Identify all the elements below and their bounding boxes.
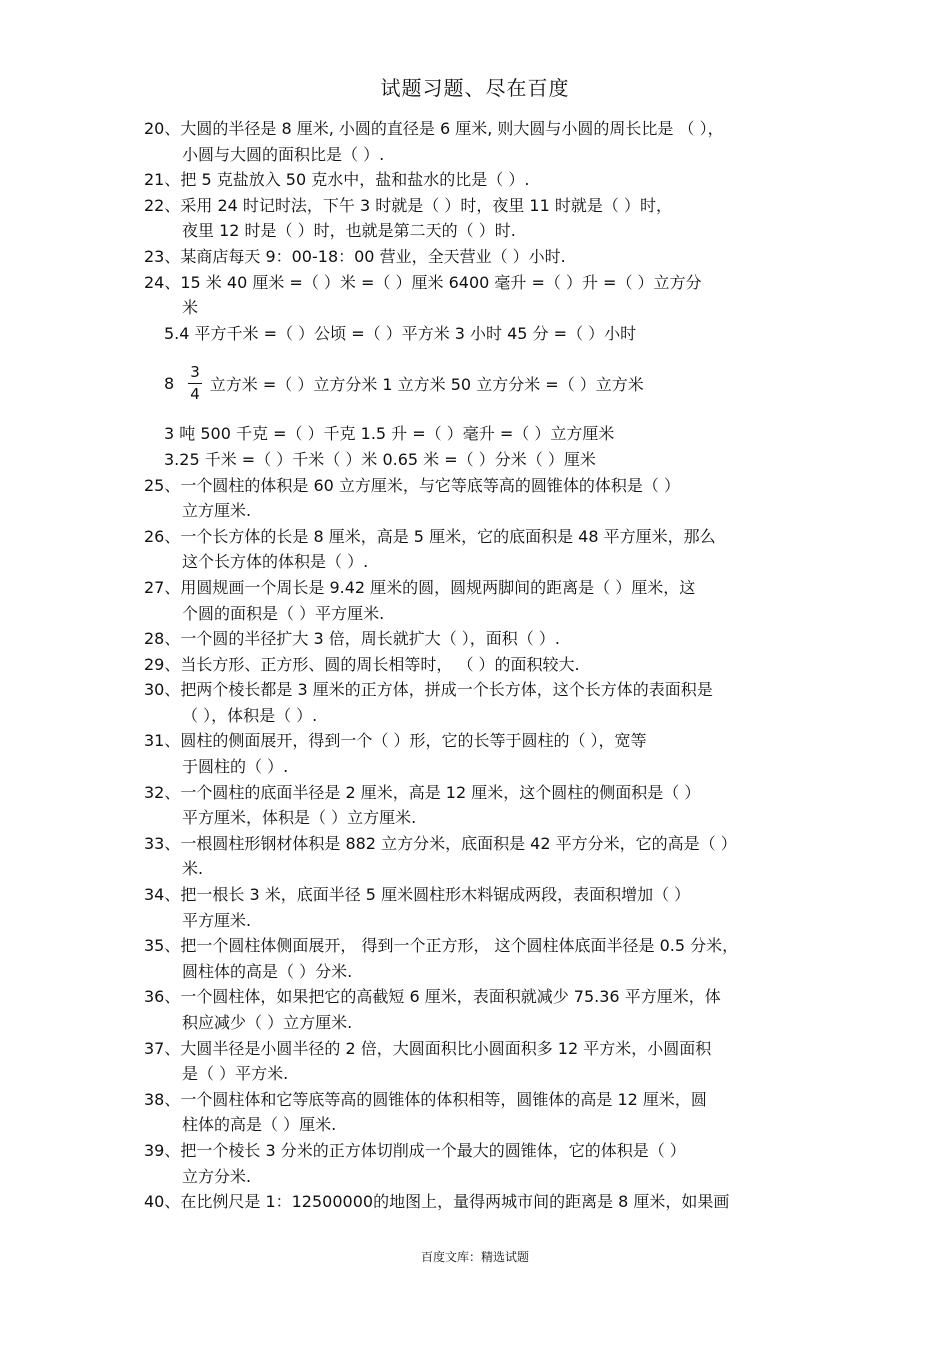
question-line: 35、把一个圆柱体侧面展开， 得到一个正方形， 这个圆柱体底面半径是 0.5 分米，	[144, 936, 739, 956]
question-line: 27、用圆规画一个周长是 9.42 厘米的圆，圆规两脚间的距离是（ ）厘米，这	[144, 577, 696, 597]
question-line: 平方厘米.	[182, 910, 252, 930]
fraction	[188, 365, 202, 402]
question-line: 积应减少（ ）立方厘米.	[182, 1013, 353, 1032]
fraction-line-text: 立方米 =（ ）立方分米 1 立方米 50 立方分米 =（ ）立方米	[209, 375, 644, 395]
question-line: 23、某商店每天 9：00-18：00 营业，全天营业（ ）小时.	[144, 246, 566, 266]
fraction-line	[144, 346, 814, 421]
question-line: 米	[182, 298, 199, 318]
question-list	[144, 116, 814, 1215]
question-line: 32、一个圆柱的底面半径是 2 厘米，高是 12 厘米，这个圆柱的侧面积是（ ）	[144, 782, 701, 802]
question-line: 于圆柱的（ ）.	[182, 757, 289, 777]
question-line: 29、当长方形、正方形、圆的周长相等时， （ ）的面积较大.	[144, 654, 580, 674]
question-line: 立方分米.	[182, 1166, 252, 1186]
question-line: 这个长方体的体积是（ ）.	[182, 552, 369, 572]
question-line: 26、一个长方体的长是 8 厘米，高是 5 厘米，它的底面积是 48 平方厘米，那么	[144, 526, 716, 546]
question-line: 33、一根圆柱形钢材体积是 882 立方分米，底面积是 42 平方分米，它的高是（ ）	[144, 833, 737, 853]
question-line: 柱体的高是（ ）厘米.	[182, 1115, 337, 1135]
question-line: 平方厘米，体积是（ ）立方厘米.	[182, 808, 417, 828]
question-line: 米.	[182, 859, 204, 879]
question-line: 20、大圆的半径是 8 厘米, 小圆的直径是 6 厘米, 则大圆与小圆的周长比是 （ ），	[144, 119, 724, 138]
mixed-number-whole: 8	[164, 374, 175, 394]
page-footer: 百度文库：精选试题	[420, 1250, 529, 1264]
question-line: 28、一个圆的半径扩大 3 倍，周长就扩大（ ），面积（ ）.	[144, 629, 560, 649]
page-header: 试题习题、尽在百度	[380, 76, 570, 100]
question-line: 30、把两个棱长都是 3 厘米的正方体，拼成一个长方体，这个长方体的表面积是	[144, 680, 713, 700]
question-line: 36、一个圆柱体，如果把它的高截短 6 厘米，表面积就减少 75.36 平方厘米，体	[144, 987, 721, 1007]
question-line: 5.4 平方千米 =（ ）公顷 =（ ）平方米 3 小时 45 分 =（ ）小时	[164, 323, 637, 343]
question-line: 22、采用 24 时记时法，下午 3 时就是（ ）时，夜里 11 时就是（ ）时，	[144, 195, 672, 215]
fraction-numerator: 3	[188, 365, 202, 384]
question-line: 圆柱体的高是（ ）分米.	[182, 961, 353, 981]
question-line: 34、把一根长 3 米，底面半径 5 厘米圆柱形木料锯成两段，表面积增加（ ）	[144, 885, 691, 905]
question-line: 24、15 米 40 厘米 =（ ）米 =（ ）厘米 6400 毫升 =（ ）升 =（ ）立方分	[144, 272, 702, 292]
question-line: 小圆与大圆的面积比是（ ）.	[182, 144, 385, 164]
question-line: 40、在比例尺是 1：12500000的地图上，量得两城市间的距离是 8 厘米，如果画	[144, 1192, 730, 1212]
question-line: 21、把 5 克盐放入 50 克水中，盐和盐水的比是（ ）.	[144, 170, 530, 190]
question-line: 个圆的面积是（ ）平方厘米.	[182, 603, 385, 623]
fraction-denominator: 4	[190, 385, 200, 404]
question-line: 3.25 千米 =（ ）千米（ ）米 0.65 米 =（ ）分米（ ）厘米	[164, 449, 596, 469]
question-line: 31、圆柱的侧面展开，得到一个（ ）形，它的长等于圆柱的（ ），宽等	[144, 731, 647, 751]
question-line: 38、一个圆柱体和它等底等高的圆锥体的体积相等，圆锥体的高是 12 厘米，圆	[144, 1089, 707, 1109]
question-line: 25、一个圆柱的体积是 60 立方厘米，与它等底等高的圆锥体的体积是（ ）	[144, 475, 680, 495]
question-line: 37、大圆半径是小圆半径的 2 倍，大圆面积比小圆面积多 12 平方米，小圆面积	[144, 1038, 712, 1058]
question-line: 39、把一个棱长 3 分米的正方体切削成一个最大的圆锥体，它的体积是（ ）	[144, 1140, 686, 1160]
question-line: 是（ ）平方米.	[182, 1064, 289, 1084]
question-line: （ ），体积是（ ）.	[182, 705, 318, 725]
question-line: 3 吨 500 千克 =（ ）千克 1.5 升 =（ ）毫升 =（ ）立方厘米	[164, 424, 615, 444]
question-line: 夜里 12 时是（ ）时，也就是第二天的（ ）时.	[182, 221, 516, 241]
question-line: 立方厘米.	[182, 501, 252, 521]
